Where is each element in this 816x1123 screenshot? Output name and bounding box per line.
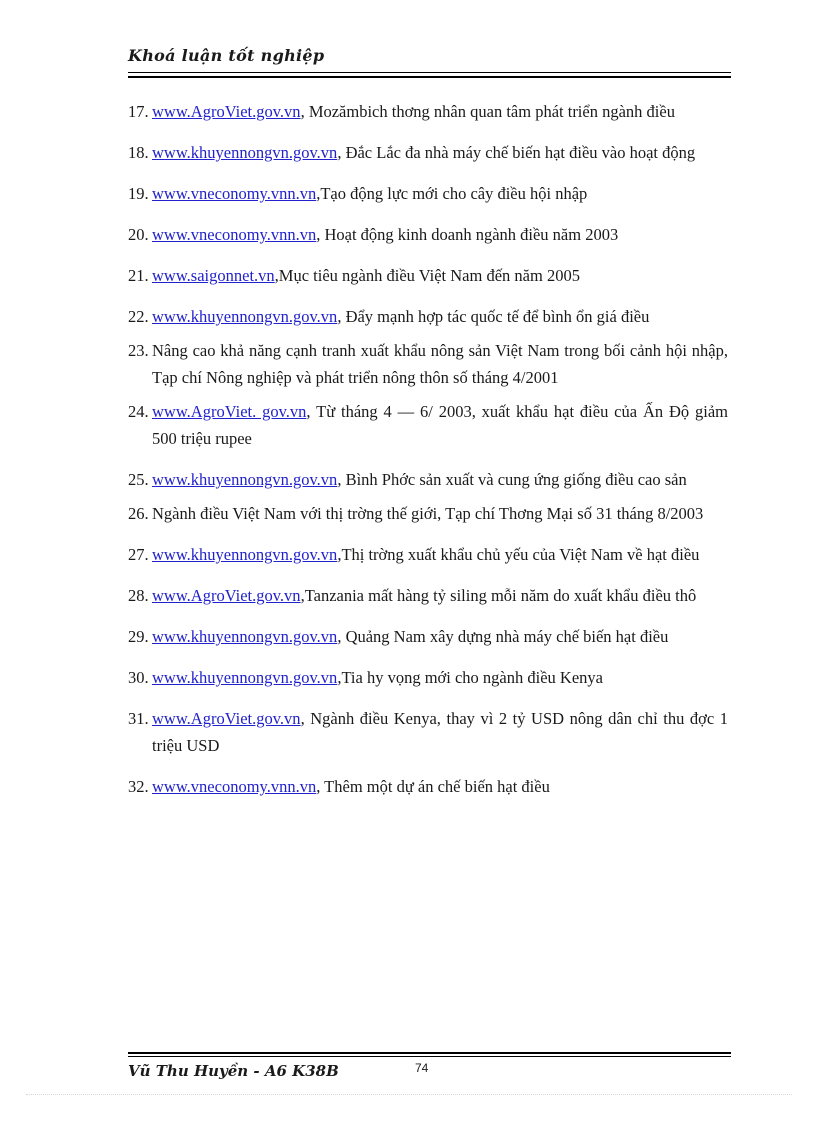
- reference-item: [128, 221, 728, 248]
- reference-link[interactable]: www.khuyennongvn.gov.vn: [152, 307, 338, 326]
- reference-text: , Thêm một dự án chế biến hạt điều: [316, 777, 550, 796]
- header-rule-thin: [128, 72, 731, 73]
- reference-link[interactable]: www.AgroViet.gov.vn: [152, 102, 301, 121]
- reference-link[interactable]: www.saigonnet.vn: [152, 266, 275, 285]
- reference-number: 30.: [128, 668, 149, 687]
- reference-text: , Hoạt động kinh doanh ngành điều năm 2003: [316, 225, 619, 244]
- reference-item: [128, 773, 728, 800]
- footer-rule-thin: [128, 1056, 731, 1057]
- reference-number: 32.: [128, 777, 149, 796]
- reference-link[interactable]: www.khuyennongvn.gov.vn: [152, 143, 338, 162]
- reference-text: Nâng cao khả năng cạnh tranh xuất khẩu nông sản Việt Nam trong bối cảnh hội nhập, Tạp chí Nông nghiệp và phát triển nông thôn số tháng 4/2001: [152, 341, 728, 387]
- reference-text: ,Tạo động lực mới cho cây điều hội nhập: [316, 184, 588, 203]
- reference-item: [128, 303, 728, 330]
- reference-link[interactable]: www.khuyennongvn.gov.vn: [152, 470, 338, 489]
- footer-author: Vũ Thu Huyền - A6 K38B: [128, 1062, 339, 1080]
- reference-text: ,Tia hy vọng mới cho ngành điều Kenya: [337, 668, 603, 687]
- page-number: 74: [415, 1061, 429, 1075]
- reference-item: [128, 98, 728, 125]
- reference-text: ,Mục tiêu ngành điều Việt Nam đến năm 2005: [274, 266, 580, 285]
- reference-text: , Từ tháng 4 — 6/ 2003, xuất khẩu hạt điều của Ấn Độ giảm 500 triệu rupee: [152, 402, 728, 448]
- reference-text: ,Thị trờng xuất khẩu chủ yếu của Việt Nam về hạt điều: [337, 545, 700, 564]
- reference-item: [128, 582, 728, 609]
- reference-link[interactable]: www.khuyennongvn.gov.vn: [152, 545, 338, 564]
- reference-number: 24.: [128, 402, 149, 421]
- reference-number: 23.: [128, 341, 149, 360]
- reference-link[interactable]: www.AgroViet. gov.vn: [152, 402, 307, 421]
- reference-number: 20.: [128, 225, 149, 244]
- reference-number: 17.: [128, 102, 149, 121]
- reference-item: [128, 664, 728, 691]
- footer-rule-thick: [128, 1052, 731, 1054]
- reference-text: , Đắc Lắc đa nhà máy chế biến hạt điều vào hoạt động: [337, 143, 696, 162]
- header-title: Khoá luận tốt nghiệp: [128, 46, 325, 65]
- reference-item: [128, 466, 728, 493]
- reference-number: 18.: [128, 143, 149, 162]
- reference-link[interactable]: www.khuyennongvn.gov.vn: [152, 627, 338, 646]
- reference-item: [128, 139, 728, 166]
- reference-text: , Mozămbich thơng nhân quan tâm phát triển ngành điều: [300, 102, 675, 121]
- reference-number: 27.: [128, 545, 149, 564]
- reference-item: [128, 180, 728, 207]
- reference-link[interactable]: www.AgroViet.gov.vn: [152, 586, 301, 605]
- reference-number: 25.: [128, 470, 149, 489]
- reference-text: , Bình Phớc sản xuất và cung ứng giống điều cao sản: [337, 470, 687, 489]
- reference-item: [128, 262, 728, 289]
- reference-number: 26.: [128, 504, 149, 523]
- reference-link[interactable]: www.vneconomy.vnn.vn: [152, 184, 317, 203]
- header-rule-thick: [128, 76, 731, 78]
- reference-text: , Quảng Nam xây dựng nhà máy chế biến hạt điều: [337, 627, 669, 646]
- reference-item: [128, 337, 728, 391]
- reference-item: [128, 500, 728, 527]
- reference-number: 21.: [128, 266, 149, 285]
- reference-number: 31.: [128, 709, 149, 728]
- reference-link[interactable]: www.vneconomy.vnn.vn: [152, 225, 317, 244]
- reference-list: [128, 98, 728, 800]
- reference-item: [128, 541, 728, 568]
- reference-link[interactable]: www.vneconomy.vnn.vn: [152, 777, 317, 796]
- reference-item: [128, 623, 728, 650]
- reference-link[interactable]: www.khuyennongvn.gov.vn: [152, 668, 338, 687]
- reference-number: 19.: [128, 184, 149, 203]
- reference-item: [128, 398, 728, 452]
- reference-link[interactable]: www.AgroViet.gov.vn: [152, 709, 301, 728]
- reference-text: , Ngành điều Kenya, thay vì 2 tỷ USD nông dân chỉ thu đợc 1 triệu USD: [152, 709, 728, 755]
- reference-text: Ngành điều Việt Nam với thị trờng thế giới, Tạp chí Thơng Mại số 31 tháng 8/2003: [152, 504, 704, 523]
- reference-number: 29.: [128, 627, 149, 646]
- reference-item: [128, 705, 728, 759]
- reference-number: 22.: [128, 307, 149, 326]
- reference-text: ,Tanzania mất hàng tỷ siling mỗi năm do xuất khẩu điều thô: [300, 586, 697, 605]
- reference-text: , Đẩy mạnh hợp tác quốc tế để bình ổn giá điều: [337, 307, 650, 326]
- page-edge-divider: [26, 1094, 792, 1095]
- reference-number: 28.: [128, 586, 149, 605]
